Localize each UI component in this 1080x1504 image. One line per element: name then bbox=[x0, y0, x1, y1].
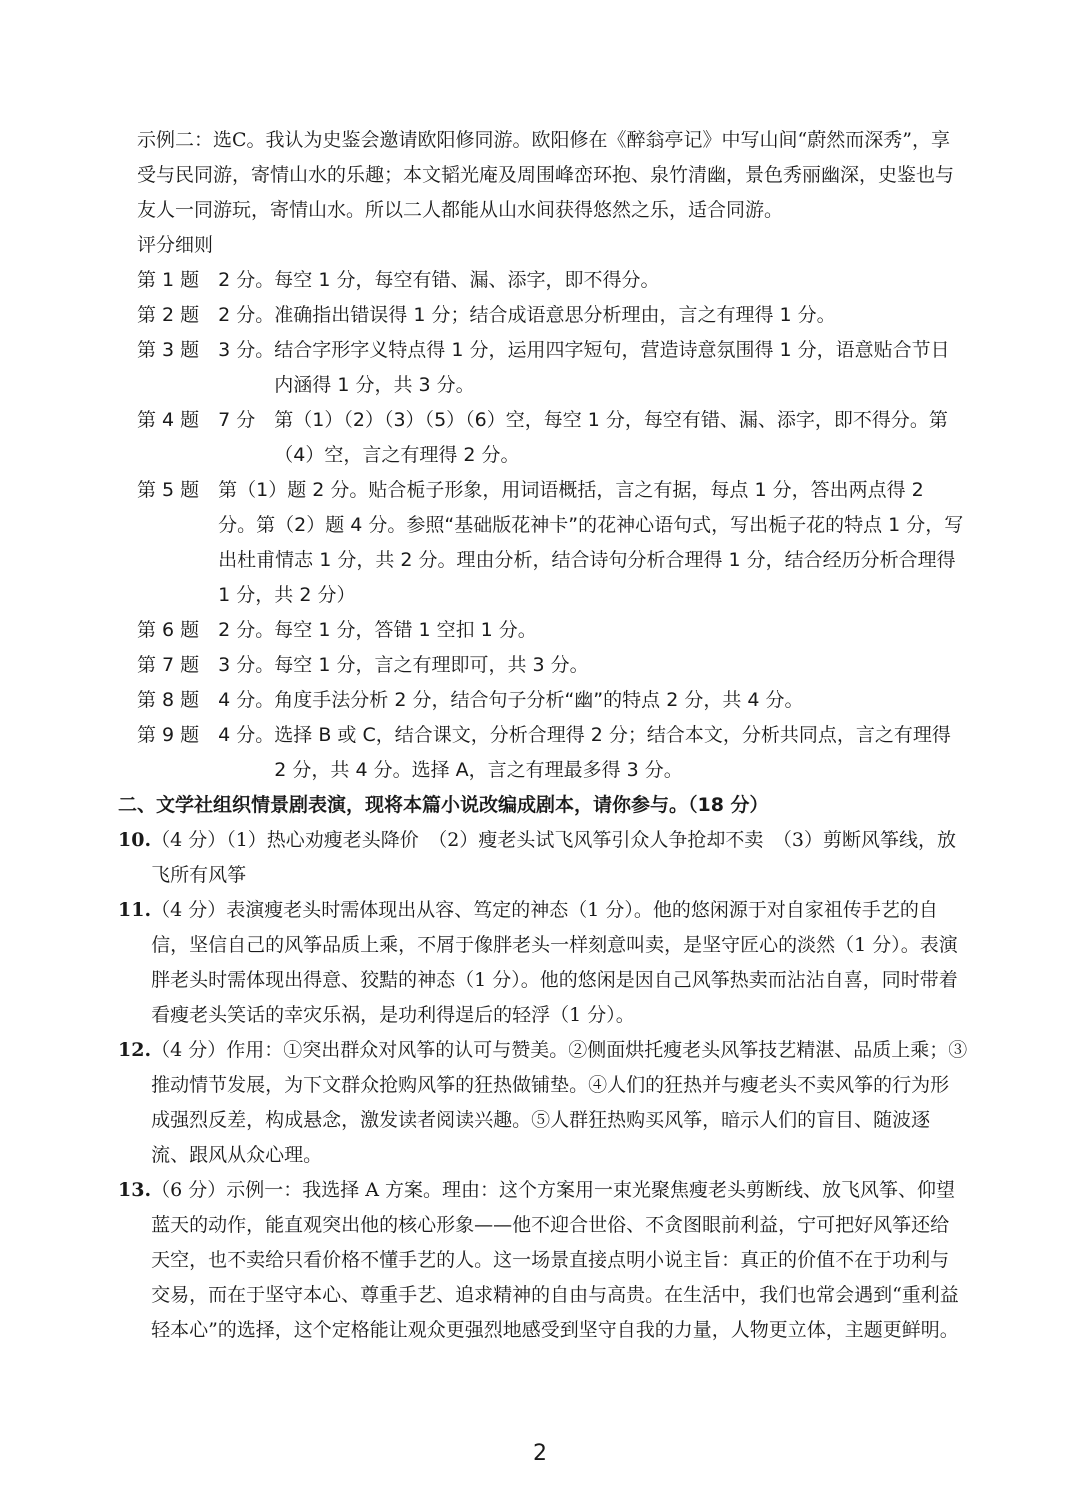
answer-11 bbox=[118, 893, 968, 1033]
rubric-item-9 bbox=[137, 718, 967, 788]
rubric-text: 第（1）题 2 分。贴合栀子形象，用词语概括，言之有据，每点 1 分，答出两点得 2 分。第（2）题 4 分。参照“基础版花神卡”的花神心语句式，写出栀子花的特点 1 分，写出杜甫情志 1 分，共 2 分。理由分析，结合诗句分析合理得 1 分，结合经历分析合理得 1 分，共 2 分） bbox=[218, 479, 964, 606]
rubric-label: 第 3 题 3 分。 bbox=[137, 339, 275, 361]
rubric-text: 每空 1 分，言之有理即可，共 3 分。 bbox=[274, 654, 589, 676]
section-two-heading: 二、文学社组织情景剧表演，现将本篇小说改编成剧本，请你参与。（18 分） bbox=[118, 794, 769, 816]
rubric-text: 每空 1 分，答错 1 空扣 1 分。 bbox=[274, 619, 537, 641]
rubric-label: 第 2 题 2 分。 bbox=[137, 304, 275, 326]
answer-text: （4 分）（1）热心劝瘦老头降价 （2）瘦老头试飞风筝引众人争抢却不卖 （3）剪断风筝线，放飞所有风筝 bbox=[151, 829, 956, 886]
rubric-text: 准确指出错误得 1 分；结合成语意思分析理由，言之有理得 1 分。 bbox=[274, 304, 836, 326]
rubric-title: 评分细则 bbox=[137, 234, 214, 256]
answer-text: （4 分）表演瘦老头时需体现出从容、笃定的神态（1 分）。他的悠闲源于对自家祖传手艺的自信，坚信自己的风筝品质上乘，不屑于像胖老头一样刻意叫卖，是坚守匠心的淡然（1 分）。表演胖老头时需体现出得意、狡黠的神态（1 分）。他的悠闲是因自己风筝热卖而沾沾自喜，同时带着看瘦老头笑话的幸灾乐祸，是功利得逞后的轻浮（1 分）。 bbox=[151, 899, 958, 1026]
page-number: 2 bbox=[533, 1441, 547, 1466]
rubric-item-2 bbox=[137, 298, 967, 333]
rubric-text: 每空 1 分，每空有错、漏、添字，即不得分。 bbox=[274, 269, 660, 291]
rubric-text: 第（1）（2）（3）（5）（6）空，每空 1 分，每空有错、漏、添字，即不得分。第（4）空，言之有理得 2 分。 bbox=[274, 409, 948, 466]
rubric-label: 第 4 题 7 分 bbox=[137, 409, 275, 431]
rubric-text: 结合字形字义特点得 1 分，运用四字短句，营造诗意氛围得 1 分，语意贴合节日内涵得 1 分，共 3 分。 bbox=[274, 339, 950, 396]
answer-12 bbox=[118, 1033, 968, 1173]
answer-text: （4 分）作用：①突出群众对风筝的认可与赞美。②侧面烘托瘦老头风筝技艺精湛、品质上乘；③推动情节发展，为下文群众抢购风筝的狂热做铺垫。④人们的狂热并与瘦老头不卖风筝的行为形成强烈反差，构成悬念，激发读者阅读兴趣。⑤人群狂热购买风筝，暗示人们的盲目、随波逐流、跟风从众心理。 bbox=[151, 1039, 968, 1166]
answer-number: 10. bbox=[118, 829, 152, 851]
rubric-label: 第 7 题 3 分。 bbox=[137, 654, 275, 676]
rubric-item-4 bbox=[137, 403, 967, 473]
example-two-paragraph: 示例二：选C。我认为史鉴会邀请欧阳修同游。欧阳修在《醉翁亭记》中写山间“蔚然而深秀”，享受与民同游，寄情山水的乐趣；本文韬光庵及周围峰峦环抱、泉竹清幽，景色秀丽幽深，史鉴也与友人一同游玩，寄情山水。所以二人都能从山水间获得悠然之乐，适合同游。 bbox=[137, 129, 955, 221]
rubric-item-3 bbox=[137, 333, 967, 403]
rubric-label: 第 1 题 2 分。 bbox=[137, 269, 275, 291]
rubric-label: 第 6 题 2 分。 bbox=[137, 619, 275, 641]
rubric-item-8 bbox=[137, 683, 967, 718]
answer-number: 12. bbox=[118, 1039, 152, 1061]
rubric-text: 角度手法分析 2 分，结合句子分析“幽”的特点 2 分，共 4 分。 bbox=[274, 689, 804, 711]
rubric-text: 选择 B 或 C，结合课文，分析合理得 2 分；结合本文，分析共同点，言之有理得 2 分，共 4 分。选择 A，言之有理最多得 3 分。 bbox=[274, 724, 951, 781]
rubric-item-1 bbox=[137, 263, 967, 298]
answer-number: 11. bbox=[118, 899, 152, 921]
answer-10 bbox=[118, 823, 968, 893]
answer-number: 13. bbox=[118, 1179, 152, 1201]
rubric-item-7 bbox=[137, 648, 967, 683]
rubric-label: 第 8 题 4 分。 bbox=[137, 689, 275, 711]
rubric-label: 第 9 题 4 分。 bbox=[137, 724, 275, 746]
rubric-label: 第 5 题 bbox=[137, 479, 219, 501]
answer-text: （6 分）示例一：我选择 A 方案。理由：这个方案用一束光聚焦瘦老头剪断线、放飞风筝、仰望蓝天的动作，能直观突出他的核心形象——他不迎合世俗、不贪图眼前利益，宁可把好风筝还给天空，也不卖给只看价格不懂手艺的人。这一场景直接点明小说主旨：真正的价值不在于功利与交易，而在于坚守本心、尊重手艺、追求精神的自由与高贵。在生活中，我们也常会遇到“重利益轻本心”的选择，这个定格能让观众更强烈地感受到坚守自我的力量，人物更立体，主题更鲜明。 bbox=[151, 1179, 959, 1341]
answer-13 bbox=[118, 1173, 968, 1348]
rubric-item-5 bbox=[137, 473, 967, 613]
rubric-item-6 bbox=[137, 613, 967, 648]
